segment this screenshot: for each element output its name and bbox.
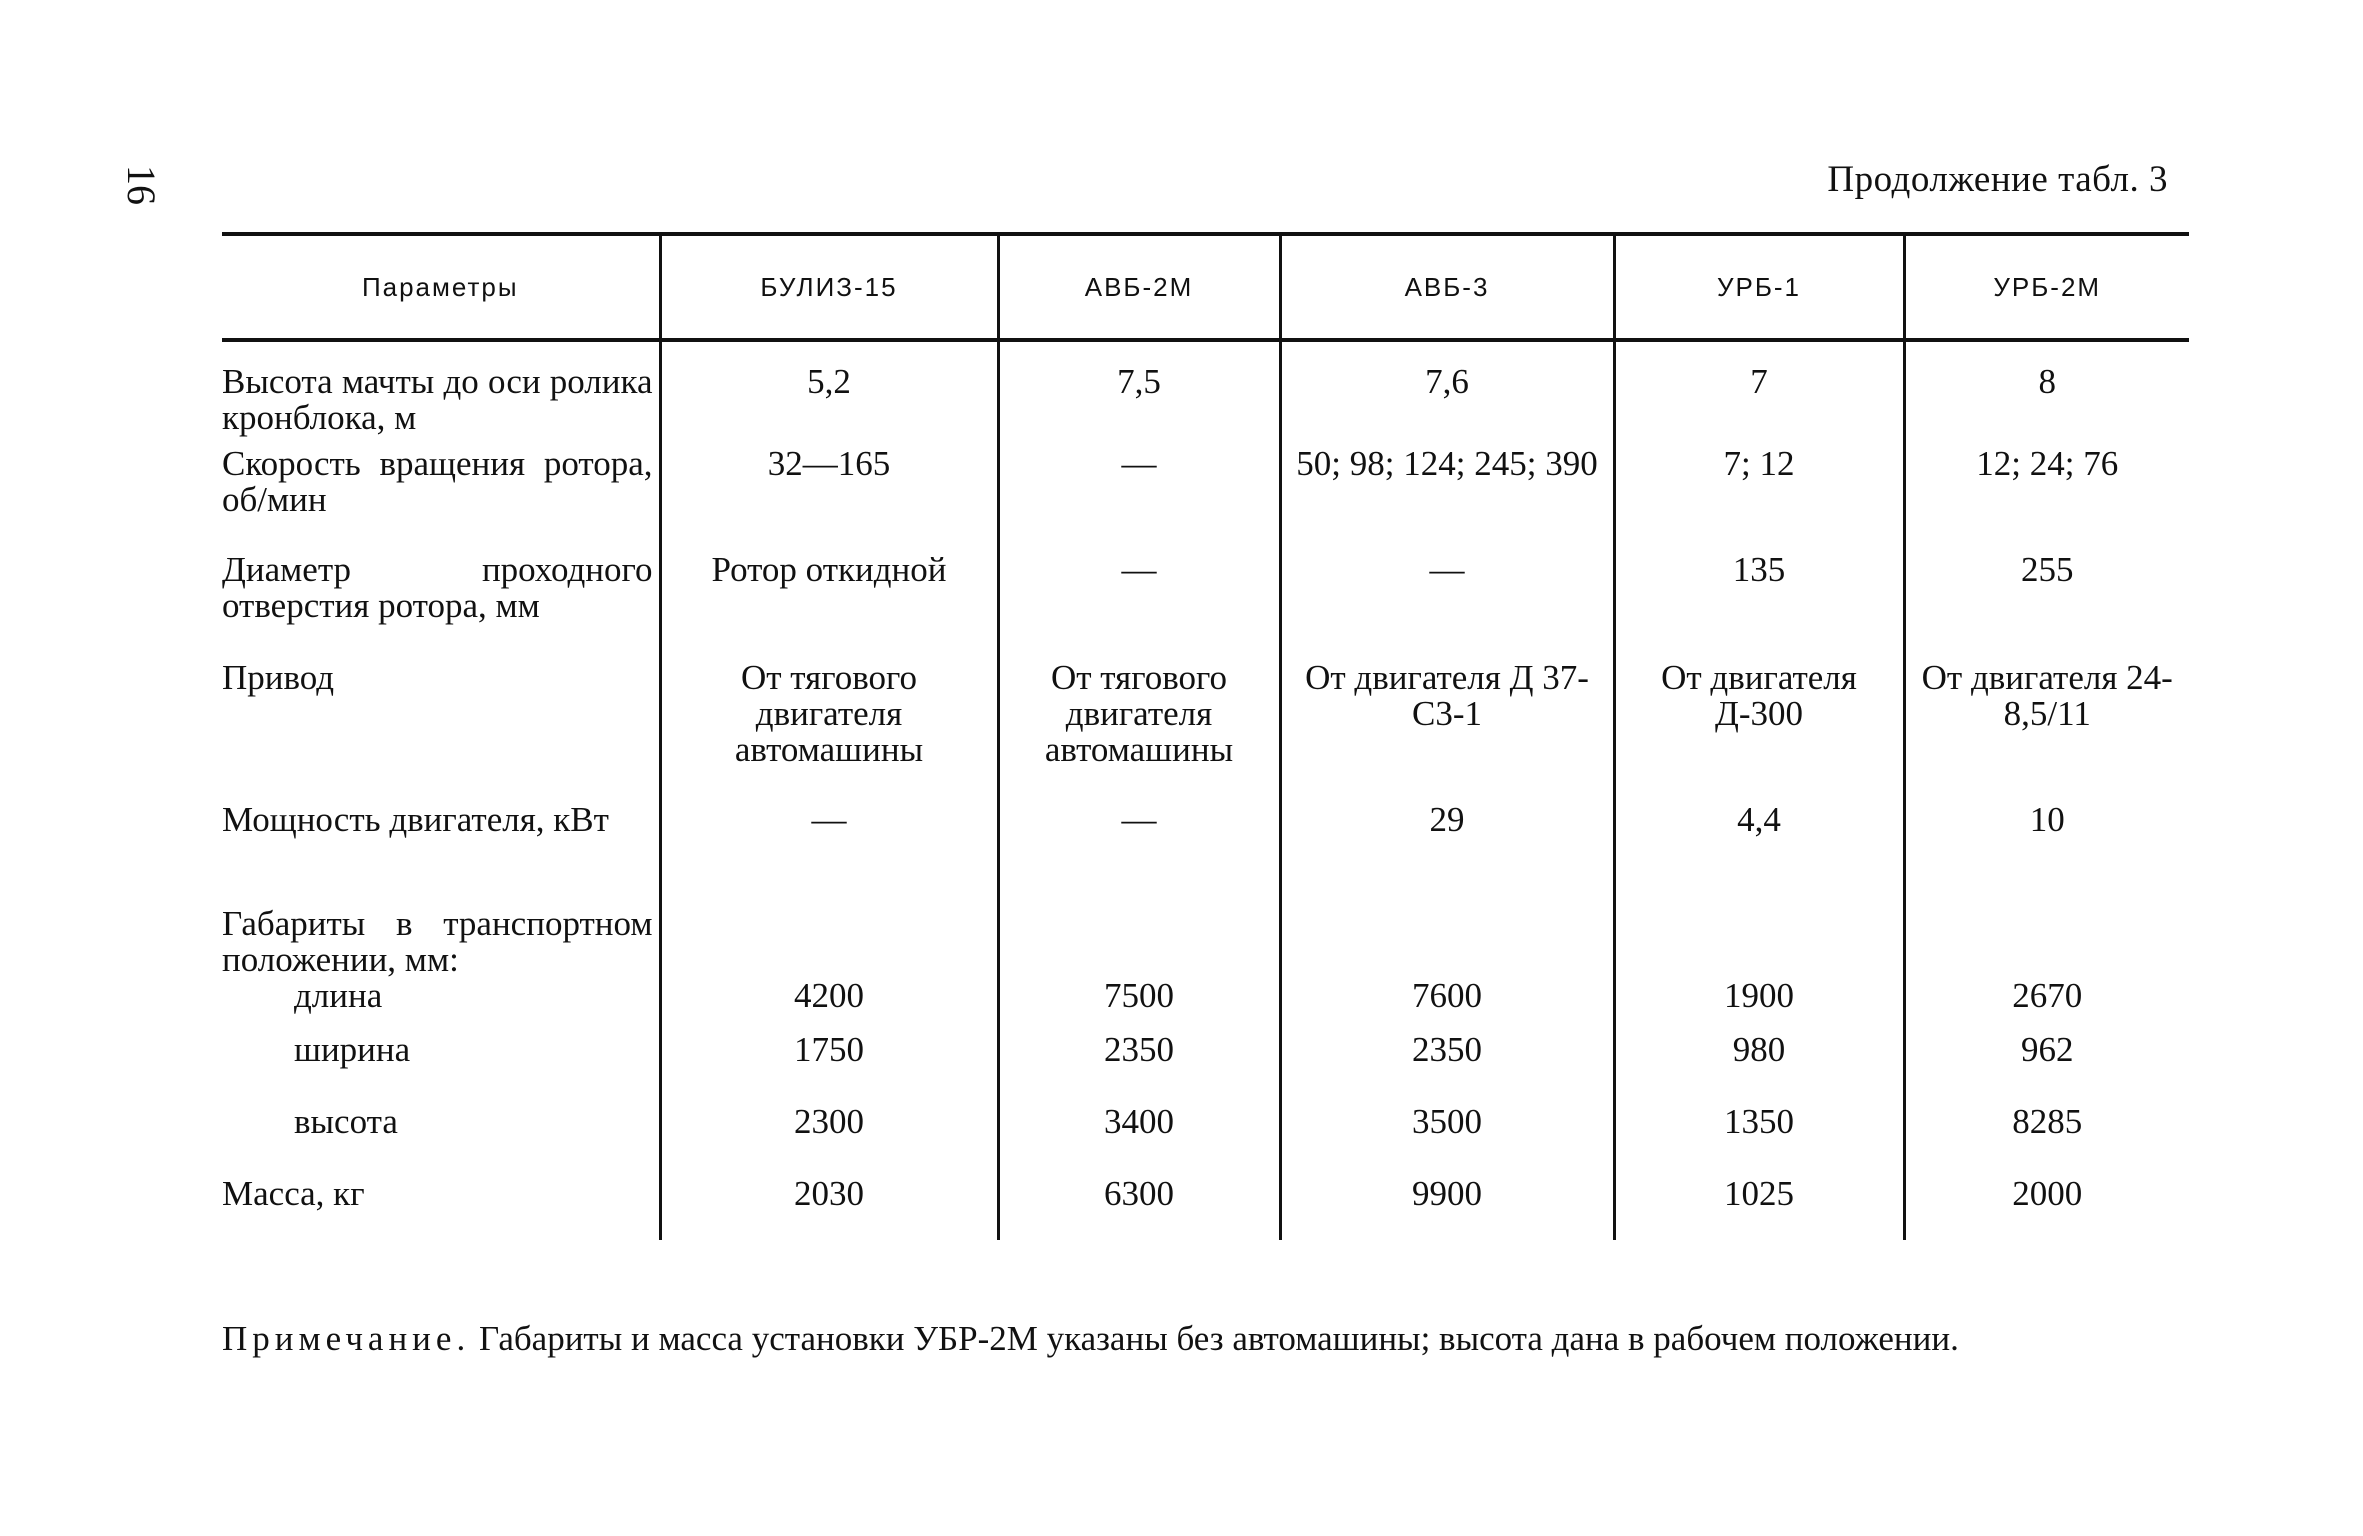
- table-cell: 1350: [1614, 1086, 1904, 1158]
- header-urb-2m: УРБ-2М: [1904, 234, 2189, 340]
- table-cell: От двигателя Д 37-С3-1: [1280, 660, 1614, 802]
- footnote-text: Габариты и масса установки УБР-2М указаны без автомашины; высота дана в рабочем положении.: [478, 1319, 1959, 1358]
- param-transport-dimensions: [222, 906, 660, 1014]
- table-cell: 9900: [1280, 1158, 1614, 1240]
- header-avb-3: АВБ-3: [1280, 234, 1614, 340]
- table-cell: 7,6: [1280, 340, 1614, 446]
- param-drive: Привод: [222, 658, 335, 697]
- table-cell: 12; 24; 76: [1904, 446, 2189, 552]
- table-cell: 7; 12: [1614, 446, 1904, 552]
- table-cell: 2000: [1904, 1158, 2189, 1240]
- table-cell: 1750: [660, 1014, 998, 1086]
- header-parameters: Параметры: [222, 234, 660, 340]
- table-cell: —: [998, 802, 1280, 906]
- table-cell: 8: [1904, 340, 2189, 446]
- table-row: [222, 1086, 2189, 1158]
- table-cell: 255: [1904, 552, 2189, 660]
- table-continuation-caption: Продолжение табл. 3: [1827, 159, 2168, 200]
- table-row: [222, 552, 2189, 660]
- table-cell: 2030: [660, 1158, 998, 1240]
- param-height: высота: [294, 1102, 398, 1141]
- table-cell: 6300: [998, 1158, 1280, 1240]
- table-cell: От тягового двигателя автомашины: [660, 660, 998, 802]
- table-cell: 5,2: [660, 340, 998, 446]
- table-row: [222, 802, 2189, 906]
- table-cell: 7600: [1280, 906, 1614, 1014]
- table-cell: 2350: [1280, 1014, 1614, 1086]
- header-buliz-15: БУЛИЗ-15: [660, 234, 998, 340]
- table-cell: От тягового двигателя автомашины: [998, 660, 1280, 802]
- table-cell: —: [998, 446, 1280, 552]
- param-mast-height: Высота мачты до оси ролика кронблока, м: [222, 362, 653, 437]
- table-cell: 3500: [1280, 1086, 1614, 1158]
- param-mass: Масса, кг: [222, 1174, 365, 1213]
- table-footnote: [222, 1318, 2212, 1360]
- table-header-row: [222, 234, 2189, 340]
- table-cell: —: [660, 802, 998, 906]
- table-row: [222, 1014, 2189, 1086]
- table-cell: 7500: [998, 906, 1280, 1014]
- header-avb-2m: АВБ-2М: [998, 234, 1280, 340]
- table-cell: 7,5: [998, 340, 1280, 446]
- table-cell: 1025: [1614, 1158, 1904, 1240]
- param-rotor-diameter: Диаметр проходного отверстия ротора, мм: [222, 550, 653, 625]
- table-cell: 135: [1614, 552, 1904, 660]
- table-row: [222, 906, 2189, 1014]
- table-row: [222, 660, 2189, 802]
- table-cell: —: [998, 552, 1280, 660]
- page-number: 16: [119, 165, 164, 205]
- footnote-label: Примечание.: [222, 1319, 471, 1358]
- table-cell: От двигателя 24-8,5/11: [1904, 660, 2189, 802]
- table-cell: 29: [1280, 802, 1614, 906]
- param-engine-power: Мощность двигателя, кВт: [222, 800, 609, 839]
- table-cell: 4200: [660, 906, 998, 1014]
- table-cell: —: [1280, 552, 1614, 660]
- table-cell: 1900: [1614, 906, 1904, 1014]
- param-length: длина: [294, 976, 383, 1015]
- table-cell: 10: [1904, 802, 2189, 906]
- table-cell: 2300: [660, 1086, 998, 1158]
- table-cell: 4,4: [1614, 802, 1904, 906]
- table-cell: 32—165: [660, 446, 998, 552]
- table-cell: От двигателя Д-300: [1614, 660, 1904, 802]
- table-row: [222, 340, 2189, 446]
- specifications-table: [222, 232, 2189, 1240]
- param-rotor-speed: Скорость вращения ротора, об/мин: [222, 444, 653, 519]
- table-cell: 3400: [998, 1086, 1280, 1158]
- table-cell: 962: [1904, 1014, 2189, 1086]
- param-width: ширина: [294, 1030, 411, 1069]
- table-cell: 980: [1614, 1014, 1904, 1086]
- table-cell: 2670: [1904, 906, 2189, 1014]
- table-row: [222, 1158, 2189, 1240]
- param-dimensions-heading: Габариты в транспортном положении, мм:: [222, 904, 653, 979]
- header-urb-1: УРБ-1: [1614, 234, 1904, 340]
- table-cell: 7: [1614, 340, 1904, 446]
- table-cell: 8285: [1904, 1086, 2189, 1158]
- table-cell: 50; 98; 124; 245; 390: [1280, 446, 1614, 552]
- table-row: [222, 446, 2189, 552]
- table-cell: Ротор откидной: [660, 552, 998, 660]
- table-cell: 2350: [998, 1014, 1280, 1086]
